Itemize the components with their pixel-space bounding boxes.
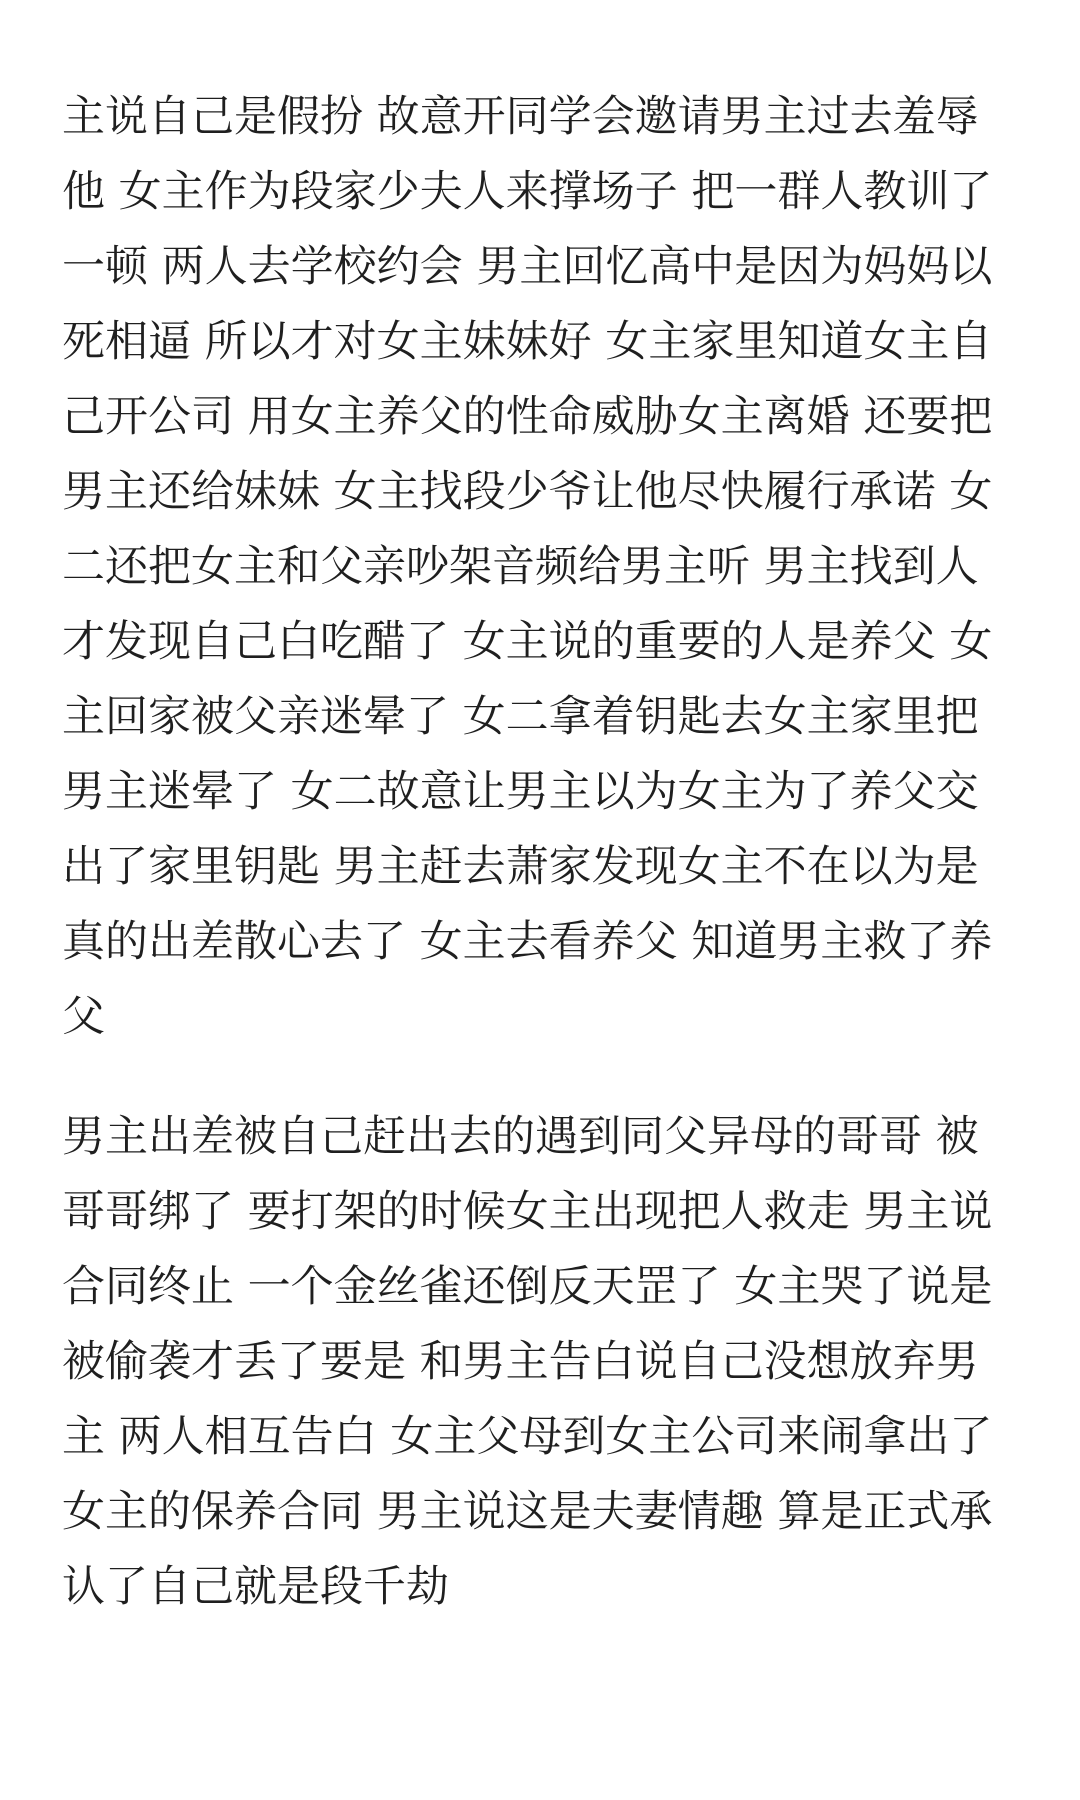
text-line: 主 两人相互告白 女主父母到女主公司来闹拿出了 — [62, 1412, 993, 1462]
text-line: 一顿 两人去学校约会 男主回忆高中是因为妈妈以 — [62, 242, 993, 292]
text-line: 哥哥绑了 要打架的时候女主出现把人救走 男主说 — [62, 1187, 993, 1237]
text-line: 父 — [62, 992, 105, 1042]
paragraph-2 — [62, 1100, 992, 1625]
text-line: 才发现自己白吃醋了 女主说的重要的人是养父 女 — [62, 617, 993, 667]
text-line: 死相逼 所以才对女主妹妹好 女主家里知道女主自 — [62, 317, 993, 367]
text-line: 男主迷晕了 女二故意让男主以为女主为了养父交 — [62, 767, 979, 817]
text-line: 出了家里钥匙 男主赶去萧家发现女主不在以为是 — [62, 842, 979, 892]
text-line: 男主出差被自己赶出去的遇到同父异母的哥哥 被 — [62, 1112, 979, 1162]
text-line: 女主的保养合同 男主说这是夫妻情趣 算是正式承 — [62, 1487, 993, 1537]
text-line: 合同终止 一个金丝雀还倒反天罡了 女主哭了说是 — [62, 1262, 993, 1312]
text-line: 男主还给妹妹 女主找段少爷让他尽快履行承诺 女 — [62, 467, 993, 517]
paragraph-1 — [62, 80, 992, 1055]
text-line: 二还把女主和父亲吵架音频给男主听 男主找到人 — [62, 542, 979, 592]
text-line: 被偷袭才丢了要是 和男主告白说自己没想放弃男 — [62, 1337, 979, 1387]
text-line: 认了自己就是段千劫 — [62, 1562, 449, 1612]
text-line: 主回家被父亲迷晕了 女二拿着钥匙去女主家里把 — [62, 692, 979, 742]
text-line: 他 女主作为段家少夫人来撑场子 把一群人教训了 — [62, 167, 993, 217]
text-line: 真的出差散心去了 女主去看养父 知道男主救了养 — [62, 917, 993, 967]
text-line: 己开公司 用女主养父的性命威胁女主离婚 还要把 — [62, 392, 993, 442]
text-line: 主说自己是假扮 故意开同学会邀请男主过去羞辱 — [62, 92, 979, 142]
